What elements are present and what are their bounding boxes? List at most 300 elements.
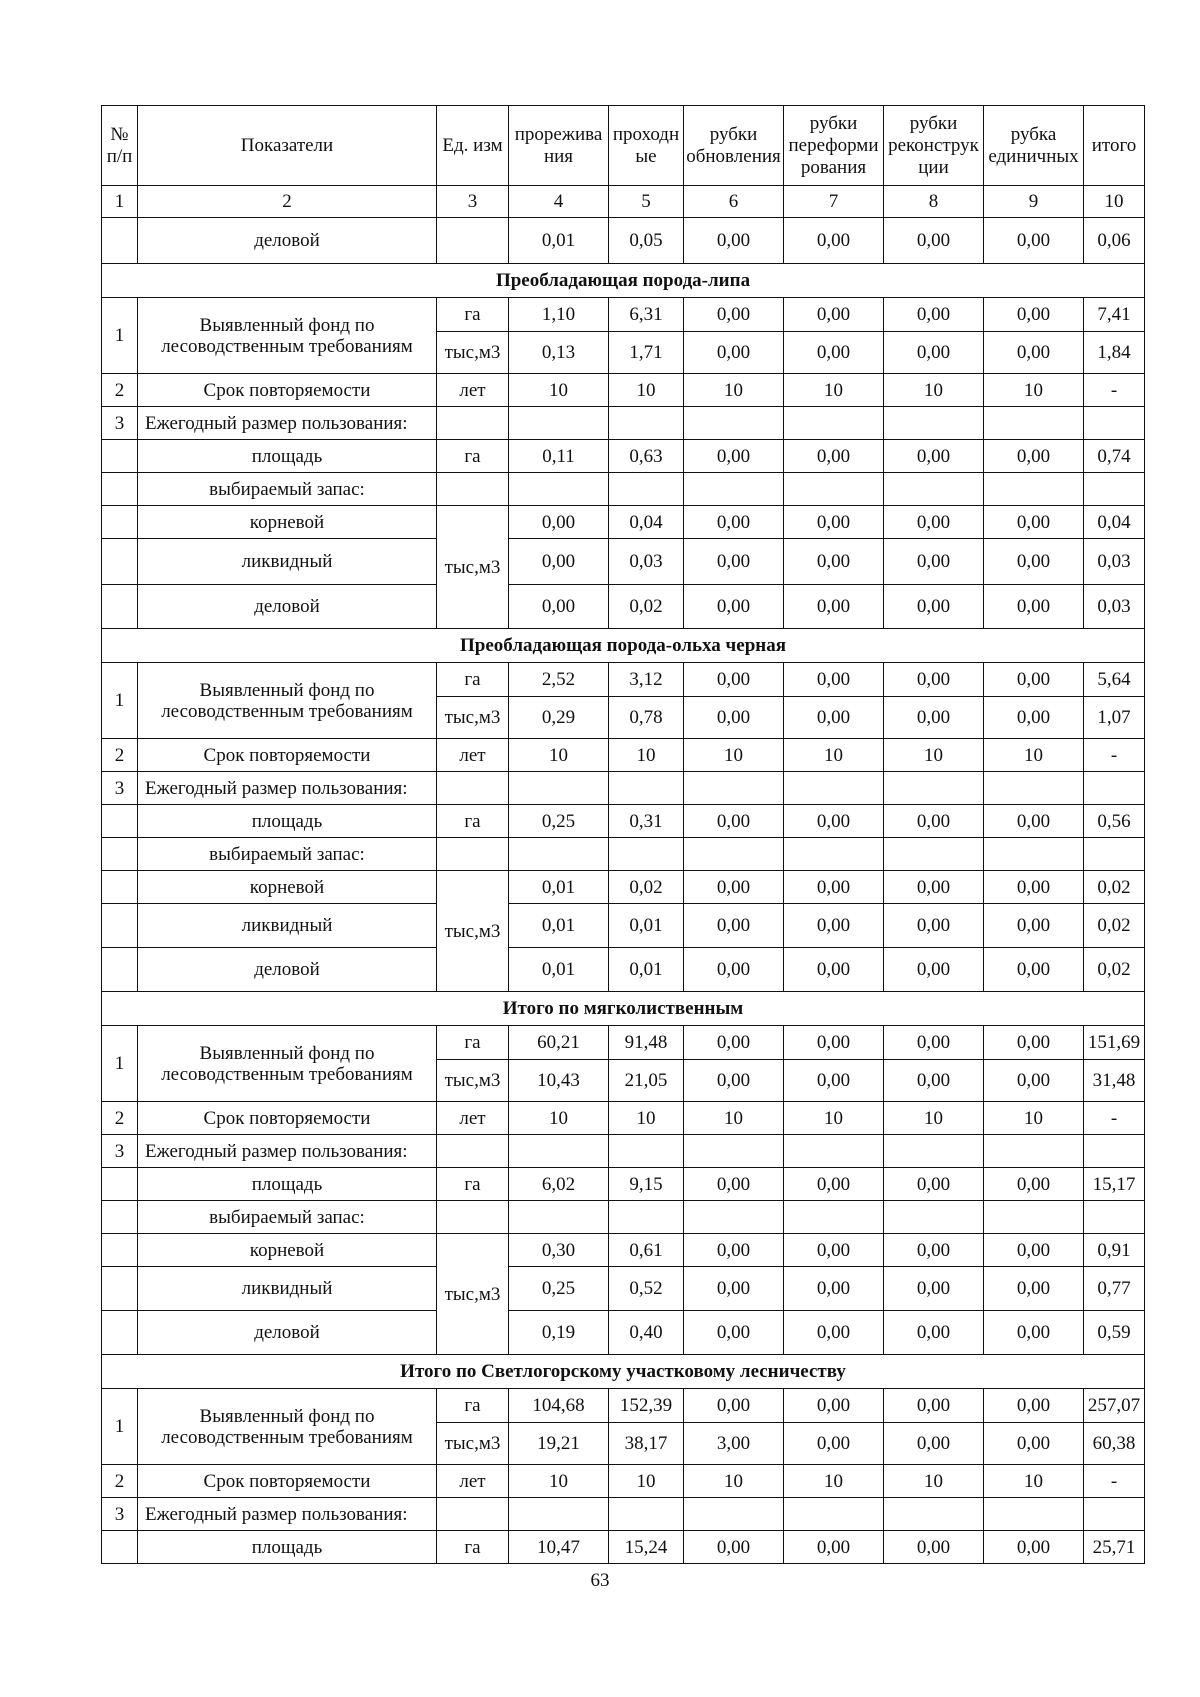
value-total	[1084, 1201, 1145, 1234]
value-cell: 10	[684, 1102, 784, 1135]
value-cell: 0,00	[784, 218, 884, 264]
value-cell: 6,02	[509, 1168, 609, 1201]
section-title: Итого по мягколиственным	[102, 992, 1145, 1026]
value-cell: 0,00	[884, 539, 984, 585]
value-cell: 0,00	[884, 585, 984, 629]
row-label: выбираемый запас:	[138, 473, 437, 506]
column-number: 3	[437, 186, 509, 218]
value-cell: 0,01	[609, 948, 684, 992]
column-number-row	[102, 186, 1145, 218]
forest-use-table	[101, 105, 1145, 1564]
value-cell: 0,00	[884, 1267, 984, 1311]
header-line: единичных	[988, 145, 1079, 167]
header-line: ния	[543, 145, 574, 167]
row-label: площадь	[138, 805, 437, 838]
row-unit	[437, 1201, 509, 1234]
value-cell: 0,13	[509, 332, 609, 374]
value-cell: 0,00	[684, 663, 784, 697]
value-cell	[684, 1498, 784, 1531]
row-label: Выявленный фонд по лесоводственным требованиям	[138, 1389, 437, 1465]
row-label: площадь	[138, 1168, 437, 1201]
header-no-line: №	[110, 123, 129, 145]
value-cell: 0,00	[684, 948, 784, 992]
value-cell: 10	[609, 1465, 684, 1498]
value-cell: 0,00	[784, 1060, 884, 1102]
value-cell	[884, 772, 984, 805]
value-cell: 0,00	[984, 1267, 1084, 1311]
value-cell	[884, 1201, 984, 1234]
row-label: ликвидный	[138, 904, 437, 948]
value-cell	[609, 473, 684, 506]
value-cell: 0,00	[784, 506, 884, 539]
page-number: 63	[590, 1570, 610, 1591]
value-cell: 0,00	[984, 1026, 1084, 1060]
value-total	[1084, 473, 1145, 506]
value-cell: 0,19	[509, 1311, 609, 1355]
value-total	[1084, 407, 1145, 440]
table-row	[102, 1102, 1145, 1135]
value-total: 0,56	[1084, 805, 1145, 838]
value-cell: 0,00	[684, 1531, 784, 1564]
value-cell: 10	[784, 1465, 884, 1498]
table-row	[102, 407, 1145, 440]
value-total: 1,07	[1084, 697, 1145, 739]
row-number	[102, 805, 138, 838]
value-cell: 0,00	[684, 218, 784, 264]
section-title: Преобладающая порода-липа	[102, 264, 1145, 298]
value-total: 60,38	[1084, 1423, 1145, 1465]
value-cell	[884, 473, 984, 506]
value-cell: 0,00	[784, 663, 884, 697]
row-label: деловой	[138, 1311, 437, 1355]
row-unit: га	[437, 805, 509, 838]
row-label: Выявленный фонд по лесоводственным требованиям	[138, 1026, 437, 1102]
table-row	[102, 1465, 1145, 1498]
value-cell: 0,00	[984, 1060, 1084, 1102]
row-number	[102, 440, 138, 473]
value-cell: 0,00	[684, 539, 784, 585]
value-total: 257,07	[1084, 1389, 1145, 1423]
value-cell: 10	[784, 1102, 884, 1135]
value-cell	[884, 1135, 984, 1168]
value-cell: 0,00	[984, 332, 1084, 374]
value-cell: 0,00	[984, 539, 1084, 585]
row-unit: лет	[437, 374, 509, 407]
value-cell: 9,15	[609, 1168, 684, 1201]
value-cell: 0,00	[684, 585, 784, 629]
value-cell: 0,00	[784, 585, 884, 629]
header-line: ые	[635, 145, 657, 167]
value-cell: 0,00	[784, 1267, 884, 1311]
value-cell	[784, 1135, 884, 1168]
header-reconstruction	[884, 106, 984, 186]
section-row	[102, 992, 1145, 1026]
value-cell	[609, 407, 684, 440]
value-cell: 10	[684, 1465, 784, 1498]
value-cell	[609, 772, 684, 805]
row-number	[102, 506, 138, 539]
value-cell: 10	[984, 1102, 1084, 1135]
table-row	[102, 440, 1145, 473]
value-cell: 0,00	[684, 1389, 784, 1423]
value-cell: 0,11	[509, 440, 609, 473]
table-row	[102, 1389, 1145, 1423]
value-total: -	[1084, 1102, 1145, 1135]
row-unit: га	[437, 298, 509, 332]
value-cell: 0,00	[884, 298, 984, 332]
row-unit: лет	[437, 1465, 509, 1498]
value-cell: 0,00	[684, 1060, 784, 1102]
row-label: корневой	[138, 871, 437, 904]
column-number: 2	[138, 186, 437, 218]
header-reformation	[784, 106, 884, 186]
value-cell: 0,00	[884, 871, 984, 904]
row-label: Ежегодный размер пользования:	[138, 1135, 437, 1168]
header-line: проходн	[612, 123, 680, 145]
row-label: выбираемый запас:	[138, 838, 437, 871]
value-cell: 0,00	[984, 298, 1084, 332]
value-cell	[884, 407, 984, 440]
row-label: ликвидный	[138, 1267, 437, 1311]
row-label: Выявленный фонд по лесоводственным требованиям	[138, 298, 437, 374]
table-row	[102, 218, 1145, 264]
header-line: рубки	[909, 112, 958, 134]
table-row	[102, 1135, 1145, 1168]
value-cell: 0,25	[509, 1267, 609, 1311]
row-label: площадь	[138, 440, 437, 473]
value-cell	[984, 772, 1084, 805]
row-unit	[437, 1135, 509, 1168]
row-unit: лет	[437, 1102, 509, 1135]
value-cell: 6,31	[609, 298, 684, 332]
value-cell: 0,25	[509, 805, 609, 838]
value-cell: 0,00	[984, 506, 1084, 539]
table-row	[102, 1026, 1145, 1060]
table-body	[102, 106, 1145, 1564]
value-total: 15,17	[1084, 1168, 1145, 1201]
column-number: 10	[1084, 186, 1145, 218]
value-total: -	[1084, 1465, 1145, 1498]
value-cell: 0,00	[684, 1168, 784, 1201]
value-cell	[784, 838, 884, 871]
value-cell	[884, 1498, 984, 1531]
header-renewal	[684, 106, 784, 186]
value-cell: 10	[884, 1102, 984, 1135]
row-unit: га	[437, 1531, 509, 1564]
value-cell: 0,00	[784, 805, 884, 838]
value-cell: 10	[984, 1465, 1084, 1498]
value-cell: 0,00	[884, 1311, 984, 1355]
row-number	[102, 473, 138, 506]
value-cell: 0,02	[609, 585, 684, 629]
header-passage	[609, 106, 684, 186]
row-unit	[437, 838, 509, 871]
row-unit: лет	[437, 739, 509, 772]
section-title: Преобладающая порода-ольха черная	[102, 629, 1145, 663]
header-line: рубки	[709, 123, 758, 145]
value-cell: 0,00	[784, 332, 884, 374]
value-cell: 10	[509, 1102, 609, 1135]
value-cell: 0,52	[609, 1267, 684, 1311]
value-cell	[509, 1201, 609, 1234]
value-cell	[684, 473, 784, 506]
value-cell: 0,00	[784, 539, 884, 585]
value-cell: 0,00	[984, 585, 1084, 629]
row-label: площадь	[138, 1531, 437, 1564]
value-cell: 10	[509, 374, 609, 407]
value-cell: 0,00	[984, 440, 1084, 473]
value-cell	[784, 1201, 884, 1234]
value-cell	[684, 1201, 784, 1234]
row-unit: га	[437, 663, 509, 697]
row-unit: тыс,м3	[437, 1234, 509, 1355]
value-cell	[509, 407, 609, 440]
value-cell	[984, 407, 1084, 440]
row-number	[102, 948, 138, 992]
value-cell: 0,00	[984, 805, 1084, 838]
table-row	[102, 506, 1145, 539]
value-total: -	[1084, 739, 1145, 772]
value-total	[1084, 772, 1145, 805]
table-row	[102, 805, 1145, 838]
row-unit: тыс,м3	[437, 332, 509, 374]
row-label: Ежегодный размер пользования:	[138, 1498, 437, 1531]
column-number: 9	[984, 186, 1084, 218]
column-number: 1	[102, 186, 138, 218]
value-cell: 10,43	[509, 1060, 609, 1102]
row-number: 3	[102, 1498, 138, 1531]
value-cell: 91,48	[609, 1026, 684, 1060]
value-cell: 0,00	[684, 440, 784, 473]
value-cell: 0,00	[784, 904, 884, 948]
row-unit: тыс,м3	[437, 1423, 509, 1465]
value-cell: 0,00	[784, 1234, 884, 1267]
header-line: прорежива	[514, 123, 603, 145]
value-cell: 0,00	[884, 1389, 984, 1423]
value-total: 0,02	[1084, 871, 1145, 904]
value-cell	[509, 1498, 609, 1531]
value-total: 0,02	[1084, 948, 1145, 992]
value-total: 0,77	[1084, 1267, 1145, 1311]
row-label: Срок повторяемости	[138, 374, 437, 407]
value-cell: 0,00	[684, 904, 784, 948]
value-total: 7,41	[1084, 298, 1145, 332]
value-cell: 0,01	[509, 871, 609, 904]
value-cell: 0,00	[984, 218, 1084, 264]
value-cell: 0,00	[784, 1389, 884, 1423]
row-number	[102, 218, 138, 264]
row-label: корневой	[138, 506, 437, 539]
column-number: 5	[609, 186, 684, 218]
value-cell: 38,17	[609, 1423, 684, 1465]
row-unit	[437, 1498, 509, 1531]
row-number	[102, 838, 138, 871]
row-number	[102, 1311, 138, 1355]
header-no	[102, 106, 138, 186]
value-cell: 0,00	[784, 948, 884, 992]
value-total	[1084, 838, 1145, 871]
section-row	[102, 1355, 1145, 1389]
value-cell: 0,00	[884, 948, 984, 992]
table-row	[102, 1234, 1145, 1267]
value-cell: 0,00	[784, 1026, 884, 1060]
row-unit	[437, 407, 509, 440]
value-cell: 0,01	[609, 904, 684, 948]
row-unit: тыс,м3	[437, 871, 509, 992]
value-cell	[684, 407, 784, 440]
value-cell: 0,00	[684, 805, 784, 838]
row-number	[102, 1234, 138, 1267]
value-cell: 0,00	[884, 1060, 984, 1102]
value-cell	[684, 838, 784, 871]
header-line: обновления	[686, 145, 781, 167]
value-cell: 60,21	[509, 1026, 609, 1060]
value-cell: 0,00	[984, 948, 1084, 992]
row-number: 2	[102, 739, 138, 772]
value-cell: 0,63	[609, 440, 684, 473]
row-number	[102, 1267, 138, 1311]
value-cell: 10	[509, 739, 609, 772]
row-label: ликвидный	[138, 539, 437, 585]
value-cell: 0,00	[884, 1531, 984, 1564]
value-cell	[784, 407, 884, 440]
row-label: деловой	[138, 948, 437, 992]
row-label: Ежегодный размер пользования:	[138, 407, 437, 440]
header-no-line: п/п	[106, 145, 133, 167]
value-cell: 0,00	[984, 1389, 1084, 1423]
value-cell: 10	[684, 739, 784, 772]
row-unit	[437, 473, 509, 506]
value-cell: 0,00	[684, 1234, 784, 1267]
table-row	[102, 739, 1145, 772]
section-title: Итого по Светлогорскому участковому лесничеству	[102, 1355, 1145, 1389]
value-cell	[509, 772, 609, 805]
table-row	[102, 904, 1145, 948]
row-unit: тыс,м3	[437, 1060, 509, 1102]
row-number	[102, 871, 138, 904]
value-cell: 10	[884, 1465, 984, 1498]
value-total: 0,03	[1084, 539, 1145, 585]
header-line: переформи	[788, 134, 879, 156]
value-cell: 0,00	[884, 904, 984, 948]
value-total	[1084, 1498, 1145, 1531]
value-cell: 0,00	[684, 1311, 784, 1355]
value-cell: 10	[609, 374, 684, 407]
header-line: рубка	[1010, 123, 1057, 145]
row-unit: тыс,м3	[437, 506, 509, 629]
value-cell: 0,00	[984, 1168, 1084, 1201]
value-cell	[884, 838, 984, 871]
header-unit: Ед. изм	[437, 106, 509, 186]
table-row	[102, 948, 1145, 992]
value-cell: 0,04	[609, 506, 684, 539]
value-cell: 0,00	[784, 298, 884, 332]
row-label: Ежегодный размер пользования:	[138, 772, 437, 805]
value-cell: 0,00	[784, 1168, 884, 1201]
header-indicators: Показатели	[138, 106, 437, 186]
value-total: 25,71	[1084, 1531, 1145, 1564]
value-total: 0,04	[1084, 506, 1145, 539]
value-total: 0,02	[1084, 904, 1145, 948]
row-unit: га	[437, 1026, 509, 1060]
value-cell: 10	[684, 374, 784, 407]
value-cell: 152,39	[609, 1389, 684, 1423]
value-total: 31,48	[1084, 1060, 1145, 1102]
value-total: 5,64	[1084, 663, 1145, 697]
value-total: 0,06	[1084, 218, 1145, 264]
value-cell: 0,00	[984, 663, 1084, 697]
value-cell: 0,00	[884, 218, 984, 264]
value-cell	[984, 473, 1084, 506]
value-cell: 0,01	[509, 218, 609, 264]
value-total: 0,91	[1084, 1234, 1145, 1267]
header-line: ции	[918, 156, 949, 178]
value-cell: 0,00	[684, 1026, 784, 1060]
column-number: 6	[684, 186, 784, 218]
header-line: реконструк	[888, 134, 979, 156]
value-cell: 0,00	[884, 332, 984, 374]
value-cell	[684, 1135, 784, 1168]
row-number: 1	[102, 298, 138, 374]
row-unit	[437, 772, 509, 805]
value-cell: 0,00	[684, 298, 784, 332]
table-row	[102, 838, 1145, 871]
value-cell: 0,00	[884, 1026, 984, 1060]
section-row	[102, 264, 1145, 298]
row-number: 3	[102, 1135, 138, 1168]
row-label: Срок повторяемости	[138, 1102, 437, 1135]
column-number: 4	[509, 186, 609, 218]
table-row	[102, 539, 1145, 585]
table-row	[102, 1201, 1145, 1234]
header-line: рования	[800, 156, 867, 178]
row-number: 1	[102, 1026, 138, 1102]
value-cell	[609, 1498, 684, 1531]
value-cell	[984, 1498, 1084, 1531]
value-cell	[784, 473, 884, 506]
value-cell: 0,01	[509, 904, 609, 948]
value-cell: 10	[609, 739, 684, 772]
row-unit: га	[437, 440, 509, 473]
value-cell: 10	[784, 739, 884, 772]
row-label: Срок повторяемости	[138, 1465, 437, 1498]
value-cell: 0,00	[884, 1423, 984, 1465]
value-cell: 10	[884, 739, 984, 772]
table-row	[102, 663, 1145, 697]
value-cell	[684, 772, 784, 805]
value-cell: 0,00	[984, 1531, 1084, 1564]
table-row	[102, 298, 1145, 332]
value-cell: 0,00	[884, 1168, 984, 1201]
row-number	[102, 1168, 138, 1201]
row-number	[102, 539, 138, 585]
value-cell	[609, 1135, 684, 1168]
value-cell: 0,00	[784, 871, 884, 904]
row-number: 2	[102, 1102, 138, 1135]
row-label: Выявленный фонд по лесоводственным требованиям	[138, 663, 437, 739]
value-cell: 1,10	[509, 298, 609, 332]
value-cell: 10	[984, 739, 1084, 772]
value-total	[1084, 1135, 1145, 1168]
table-row	[102, 871, 1145, 904]
value-cell: 0,00	[784, 697, 884, 739]
value-cell: 0,00	[684, 506, 784, 539]
table-row	[102, 772, 1145, 805]
value-cell	[784, 1498, 884, 1531]
row-number	[102, 585, 138, 629]
value-cell: 0,00	[684, 697, 784, 739]
table-row	[102, 1267, 1145, 1311]
